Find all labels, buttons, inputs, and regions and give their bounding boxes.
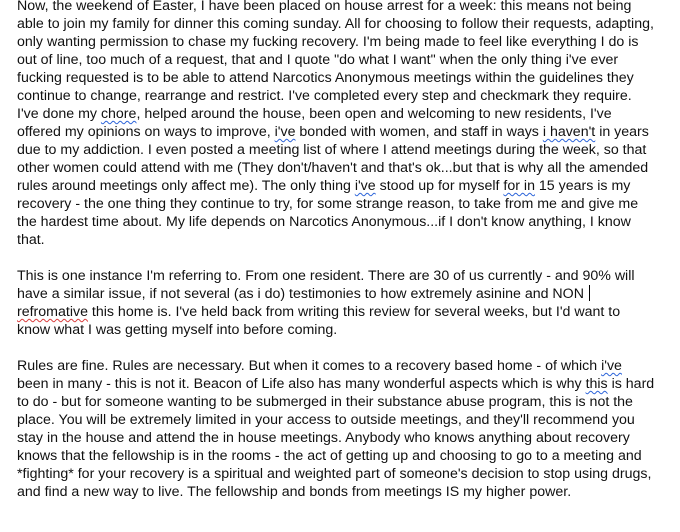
spellcheck-flagged-word[interactable]: for in (503, 178, 535, 194)
spellcheck-flagged-word[interactable]: i've (274, 124, 296, 140)
misspelled-word[interactable]: refromative (17, 304, 88, 320)
text-run: stood up for myself (375, 178, 504, 194)
paragraph-2[interactable] (17, 267, 657, 339)
paragraph-3[interactable] (17, 357, 657, 501)
text-run: 15 years is my recovery - the one thing they continue to try, for some strange reason, to take from me and give me the hardest time about. My life depends on Narcotics Anonymous...if I don't know anything, I know that. (17, 178, 643, 248)
text-run: Now, the weekend of Easter, I have been placed on house arrest for a week: this means not being able to join my family for dinner this coming sunday. All for choosing to follow their requests, adapting, only wanting permission to chase my fucking recovery. I'm being made to feel like everything I do is out of line, too much of a request, that and I quote "do what I want" when the only thing i've ever fucking requested is to be able to attend Narcotics Anonymous meetings within the guidelines they continue to change, rearrange and restrict. I've completed every step and checkmark they require. I've done my (17, 0, 658, 122)
text-run: this home is. I've held back from writing this review for several weeks, but I'd want to know what I was getting myself into before coming. (17, 304, 625, 338)
text-run: bonded with women, and staff in ways (295, 124, 543, 140)
text-run: , helped around the house, been open and welcoming to new residents, I've offered my opinions on ways to improve, (17, 106, 616, 140)
spellcheck-flagged-word[interactable]: i've (601, 358, 622, 374)
text-run: in years due to my addiction. I even posted a meeting list of where I attend meetings during the week, so that other women could attend with me (They don't/haven't and that's ok...but that is why all the amended rules around meetings only affect me). The only thing (17, 124, 653, 194)
spellcheck-flagged-word[interactable]: i haven't (542, 124, 596, 140)
spellcheck-flagged-word[interactable]: i've (354, 178, 376, 194)
paragraph-1[interactable] (17, 0, 657, 249)
review-document[interactable] (17, 0, 657, 519)
text-caret (589, 285, 591, 301)
text-run: been in many - this is not it. Beacon of Life also has many wonderful aspects which is why (17, 358, 626, 392)
text-run: is hard to do - but for someone wanting to be submerged in their substance abuse program, this is not the place. You will be extremely limited in your access to outside meetings, and they'll recommend you stay in the house and attend the in house meetings. Anybody who knows anything about recovery knows that the fellowship is in the rooms - the act of getting up and choosing to go to a meeting and *fighting* for your recovery is a spiritual and weighted part of someone's decision to stop using drugs, and find a new way to live. The fellowship and bonds from meetings IS my higher power. (17, 376, 659, 500)
text-run: This is one instance I'm referring to. From one resident. There are 30 of us currently - and 90% will have a similar issue, if not several (as i do) testimonies to how extremely asinine and NON (17, 268, 639, 302)
text-run: Rules are fine. Rules are necessary. But when it comes to a recovery based home - of which (17, 358, 602, 374)
spellcheck-flagged-word[interactable]: this (585, 376, 608, 392)
spellcheck-flagged-word[interactable]: chore (100, 106, 137, 122)
